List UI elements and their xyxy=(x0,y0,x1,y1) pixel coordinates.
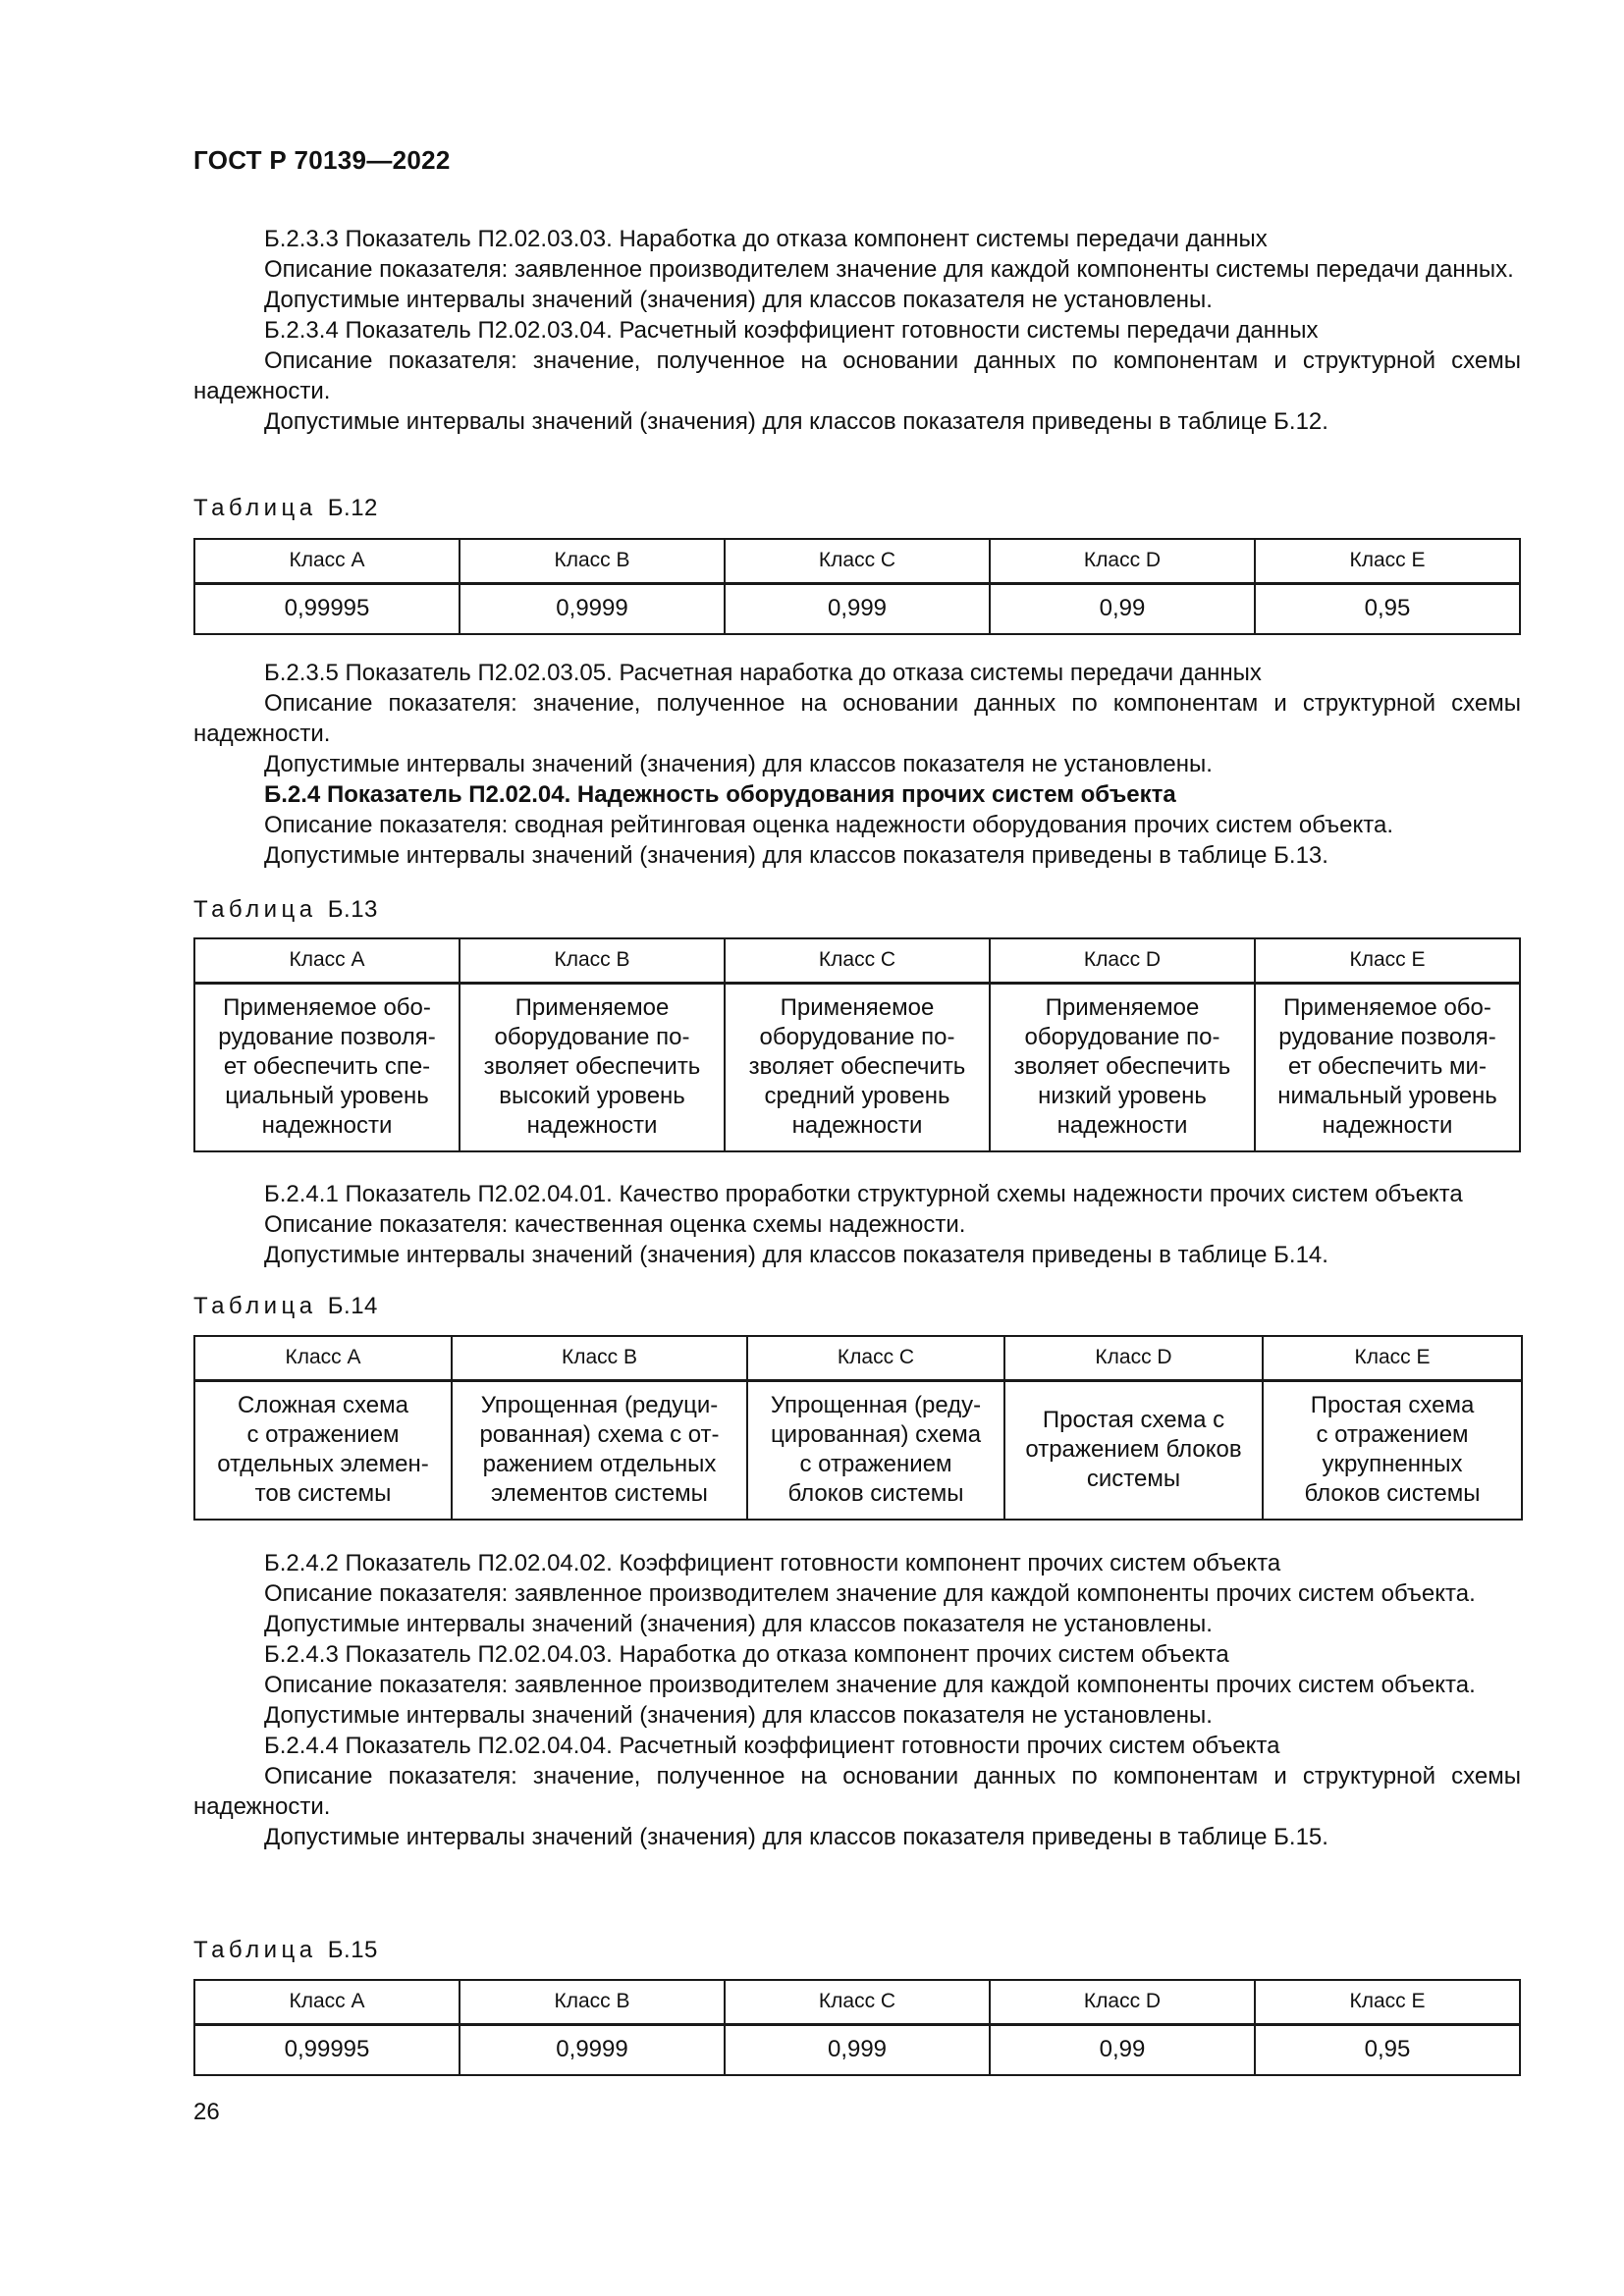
caption-number: Б.14 xyxy=(327,1293,378,1319)
paragraph: Допустимые интервалы значений (значения) для классов показателя не установлены. xyxy=(264,1611,1213,1637)
cell-line: оборудование по- xyxy=(494,1024,690,1051)
table-cell: 0,9999 xyxy=(460,583,725,634)
paragraph: Допустимые интервалы значений (значения) для классов показателя приведены в таблице Б.13. xyxy=(264,842,1328,869)
cell-line: системы xyxy=(1086,1466,1181,1493)
paragraph: Допустимые интервалы значений (значения) для классов показателя не установлены. xyxy=(264,1702,1213,1729)
cell-line: зволяет обеспечить xyxy=(483,1053,701,1081)
caption-label: Таблица xyxy=(193,896,317,923)
table-b15 xyxy=(193,1979,1521,2076)
cell-line: нимальный уровень xyxy=(1277,1083,1497,1110)
cell-line: рудование позволя- xyxy=(218,1024,436,1051)
cell-line: элементов системы xyxy=(491,1480,708,1508)
table-header-cell: Класс Е xyxy=(1255,1980,1520,2024)
cell-line: ет обеспечить ми- xyxy=(1288,1053,1487,1081)
caption-number: Б.15 xyxy=(327,1937,378,1963)
table-header-cell: Класс D xyxy=(990,938,1255,983)
table-b13-caption xyxy=(193,894,1521,925)
paragraph: Б.2.3.4 Показатель П2.02.03.04. Расчетный коэффициент готовности системы передачи данных xyxy=(264,317,1319,344)
cell-line: Простая схема с xyxy=(1042,1407,1225,1434)
section-b233-b234 xyxy=(193,224,1521,437)
cell-line: ражением отдельных xyxy=(482,1451,717,1478)
table-cell xyxy=(1004,1380,1263,1520)
table-header-cell: Класс В xyxy=(452,1336,747,1380)
table-header-cell: Класс А xyxy=(194,539,460,583)
cell-line: надежности xyxy=(791,1112,923,1140)
cell-line: циальный уровень xyxy=(225,1083,429,1110)
cell-line: отдельных элемен- xyxy=(217,1451,429,1478)
table-header-cell: Класс Е xyxy=(1255,539,1520,583)
table-header-cell: Класс А xyxy=(194,1336,452,1380)
table-cell: 0,99995 xyxy=(194,2024,460,2075)
cell-line: зволяет обеспечить xyxy=(748,1053,966,1081)
table-b12-caption xyxy=(193,493,1521,523)
paragraph: Б.2.4.1 Показатель П2.02.04.01. Качество проработки структурной схемы надежности прочих систем объекта xyxy=(264,1181,1463,1207)
cell-line: Упрощенная (редуци- xyxy=(480,1392,719,1419)
cell-line: укрупненных xyxy=(1322,1451,1463,1478)
caption-label: Таблица xyxy=(193,1293,317,1319)
table-cell xyxy=(725,983,990,1151)
cell-line: надежности xyxy=(1056,1112,1188,1140)
section-b235-b24 xyxy=(193,658,1521,871)
table-header-cell: Класс В xyxy=(460,539,725,583)
table-b14-caption xyxy=(193,1291,1521,1321)
table-b13 xyxy=(193,937,1521,1152)
table-header-cell: Класс С xyxy=(725,539,990,583)
paragraph: Б.2.4.3 Показатель П2.02.04.03. Наработка до отказа компонент прочих систем объекта xyxy=(264,1641,1229,1668)
paragraph: Допустимые интервалы значений (значения) для классов показателя не установлены. xyxy=(264,287,1213,313)
table-header-cell: Класс А xyxy=(194,938,460,983)
table-cell: 0,95 xyxy=(1255,2024,1520,2075)
cell-line: цированная) схема xyxy=(770,1421,982,1449)
paragraph: Допустимые интервалы значений (значения) для классов показателя приведены в таблице Б.12. xyxy=(264,408,1328,435)
document-header: ГОСТ Р 70139—2022 xyxy=(193,145,451,175)
cell-line: с отражением xyxy=(799,1451,952,1478)
table-cell xyxy=(194,1380,452,1520)
paragraph: Описание показателя: значение, полученное на основании данных по компонентам и структурной схемы надежности. xyxy=(193,690,1521,747)
cell-line: надежности xyxy=(1322,1112,1453,1140)
table-cell xyxy=(452,1380,747,1520)
table-cell xyxy=(194,983,460,1151)
cell-line: рудование позволя- xyxy=(1278,1024,1496,1051)
caption-label: Таблица xyxy=(193,1937,317,1963)
table-cell: 0,999 xyxy=(725,583,990,634)
cell-line: зволяет обеспечить xyxy=(1013,1053,1231,1081)
cell-line: Сложная схема xyxy=(238,1392,408,1419)
cell-line: Применяемое обо- xyxy=(1283,994,1491,1022)
table-cell: 0,99 xyxy=(990,583,1255,634)
section-b241 xyxy=(193,1179,1521,1270)
paragraph: Описание показателя: заявленное производителем значение для каждой компоненты прочих систем объекта. xyxy=(264,1672,1476,1698)
table-b12 xyxy=(193,538,1521,635)
cell-line: низкий уровень xyxy=(1038,1083,1207,1110)
table-cell: 0,95 xyxy=(1255,583,1520,634)
paragraph: Описание показателя: качественная оценка схемы надежности. xyxy=(264,1211,966,1238)
table-cell xyxy=(1263,1380,1522,1520)
paragraph: Б.2.4.2 Показатель П2.02.04.02. Коэффициент готовности компонент прочих систем объекта xyxy=(264,1550,1281,1576)
paragraph: Допустимые интервалы значений (значения) для классов показателя приведены в таблице Б.15. xyxy=(264,1824,1328,1850)
section-b242-b244 xyxy=(193,1548,1521,1852)
table-cell xyxy=(990,983,1255,1151)
paragraph: Б.2.4.4 Показатель П2.02.04.04. Расчетный коэффициент готовности прочих систем объекта xyxy=(264,1733,1280,1759)
paragraph: Описание показателя: заявленное производителем значение для каждой компоненты прочих систем объекта. xyxy=(264,1580,1476,1607)
table-header-cell: Класс С xyxy=(725,938,990,983)
cell-line: надежности xyxy=(526,1112,658,1140)
table-header-cell: Класс Е xyxy=(1263,1336,1522,1380)
cell-line: блоков системы xyxy=(1304,1480,1481,1508)
caption-number: Б.13 xyxy=(327,896,378,923)
caption-label: Таблица xyxy=(193,495,317,521)
page-number: 26 xyxy=(193,2099,220,2125)
cell-line: высокий уровень xyxy=(499,1083,685,1110)
table-cell: 0,999 xyxy=(725,2024,990,2075)
table-header-cell: Класс С xyxy=(725,1980,990,2024)
cell-line: Применяемое xyxy=(1045,994,1200,1022)
cell-line: Применяемое xyxy=(514,994,670,1022)
table-header-cell: Класс В xyxy=(460,938,725,983)
cell-line: оборудование по- xyxy=(759,1024,955,1051)
cell-line: оборудование по- xyxy=(1024,1024,1220,1051)
table-cell xyxy=(747,1380,1004,1520)
table-header-cell: Класс Е xyxy=(1255,938,1520,983)
paragraph: Описание показателя: значение, полученное на основании данных по компонентам и структурной схемы надежности. xyxy=(193,1763,1521,1820)
cell-line: Применяемое обо- xyxy=(223,994,431,1022)
table-cell xyxy=(1255,983,1520,1151)
table-b14 xyxy=(193,1335,1523,1521)
cell-line: рованная) схема с от- xyxy=(479,1421,720,1449)
cell-line: блоков системы xyxy=(787,1480,964,1508)
table-cell xyxy=(460,983,725,1151)
cell-line: с отражением xyxy=(1316,1421,1469,1449)
table-cell: 0,99995 xyxy=(194,583,460,634)
paragraph: Описание показателя: заявленное производителем значение для каждой компоненты системы передачи данных. xyxy=(264,256,1514,283)
cell-line: Упрощенная (реду- xyxy=(770,1392,982,1419)
cell-line: тов системы xyxy=(254,1480,392,1508)
paragraph: Б.2.3.3 Показатель П2.02.03.03. Наработка до отказа компонент системы передачи данных xyxy=(264,226,1268,252)
cell-line: с отражением xyxy=(246,1421,400,1449)
paragraph: Описание показателя: сводная рейтинговая оценка надежности оборудования прочих систем объекта. xyxy=(264,812,1394,838)
table-header-cell: Класс D xyxy=(1004,1336,1263,1380)
paragraph: Описание показателя: значение, полученное на основании данных по компонентам и структурной схемы надежности. xyxy=(193,347,1521,404)
table-b15-caption xyxy=(193,1935,1521,1965)
paragraph: Допустимые интервалы значений (значения) для классов показателя не установлены. xyxy=(264,751,1213,777)
paragraph: Допустимые интервалы значений (значения) для классов показателя приведены в таблице Б.14. xyxy=(264,1242,1328,1268)
cell-line: Применяемое xyxy=(780,994,935,1022)
section-heading: Б.2.4 Показатель П2.02.04. Надежность оборудования прочих систем объекта xyxy=(264,781,1176,808)
table-header-cell: Класс D xyxy=(990,539,1255,583)
table-cell: 0,9999 xyxy=(460,2024,725,2075)
table-header-cell: Класс А xyxy=(194,1980,460,2024)
table-header-cell: Класс В xyxy=(460,1980,725,2024)
paragraph: Б.2.3.5 Показатель П2.02.03.05. Расчетная наработка до отказа системы передачи данных xyxy=(264,660,1262,686)
caption-number: Б.12 xyxy=(327,495,378,521)
cell-line: средний уровень xyxy=(764,1083,950,1110)
cell-line: Простая схема xyxy=(1310,1392,1475,1419)
table-cell: 0,99 xyxy=(990,2024,1255,2075)
cell-line: ет обеспечить спе- xyxy=(223,1053,431,1081)
cell-line: надежности xyxy=(261,1112,393,1140)
table-header-cell: Класс D xyxy=(990,1980,1255,2024)
cell-line: отражением блоков xyxy=(1025,1436,1242,1464)
table-header-cell: Класс С xyxy=(747,1336,1004,1380)
